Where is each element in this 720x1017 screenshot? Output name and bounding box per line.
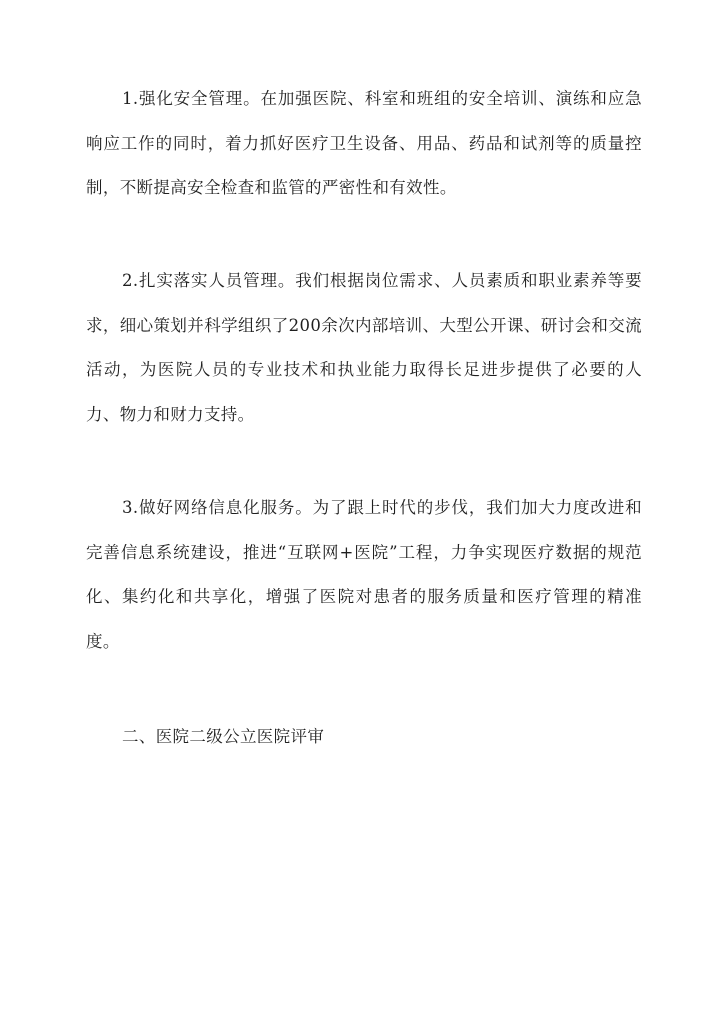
paragraph-safety-management: 1.强化安全管理。在加强医院、科室和班组的安全培训、演练和应急响应工作的同时，着力抓好医疗卫生设备、用品、药品和试剂等的质量控制，不断提高安全检查和监管的严密性和有效性。	[86, 89, 642, 197]
paragraph-personnel-management: 2.扎实落实人员管理。我们根据岗位需求、人员素质和职业素养等要求，细心策划并科学组织了200余次内部培训、大型公开课、研讨会和交流活动，为医院人员的专业技术和执业能力取得长足进步提供了必要的人力、物力和财力支持。	[86, 271, 642, 424]
section-heading: 二、医院二级公立医院评审	[122, 727, 325, 746]
paragraph-network-information-service: 3.做好网络信息化服务。为了跟上时代的步伐，我们加大力度改进和完善信息系统建设，推进“互联网+医院”工程，力争实现医疗数据的规范化、集约化和共享化，增强了医院对患者的服务质量和医疗管理的精准度。	[86, 498, 642, 651]
